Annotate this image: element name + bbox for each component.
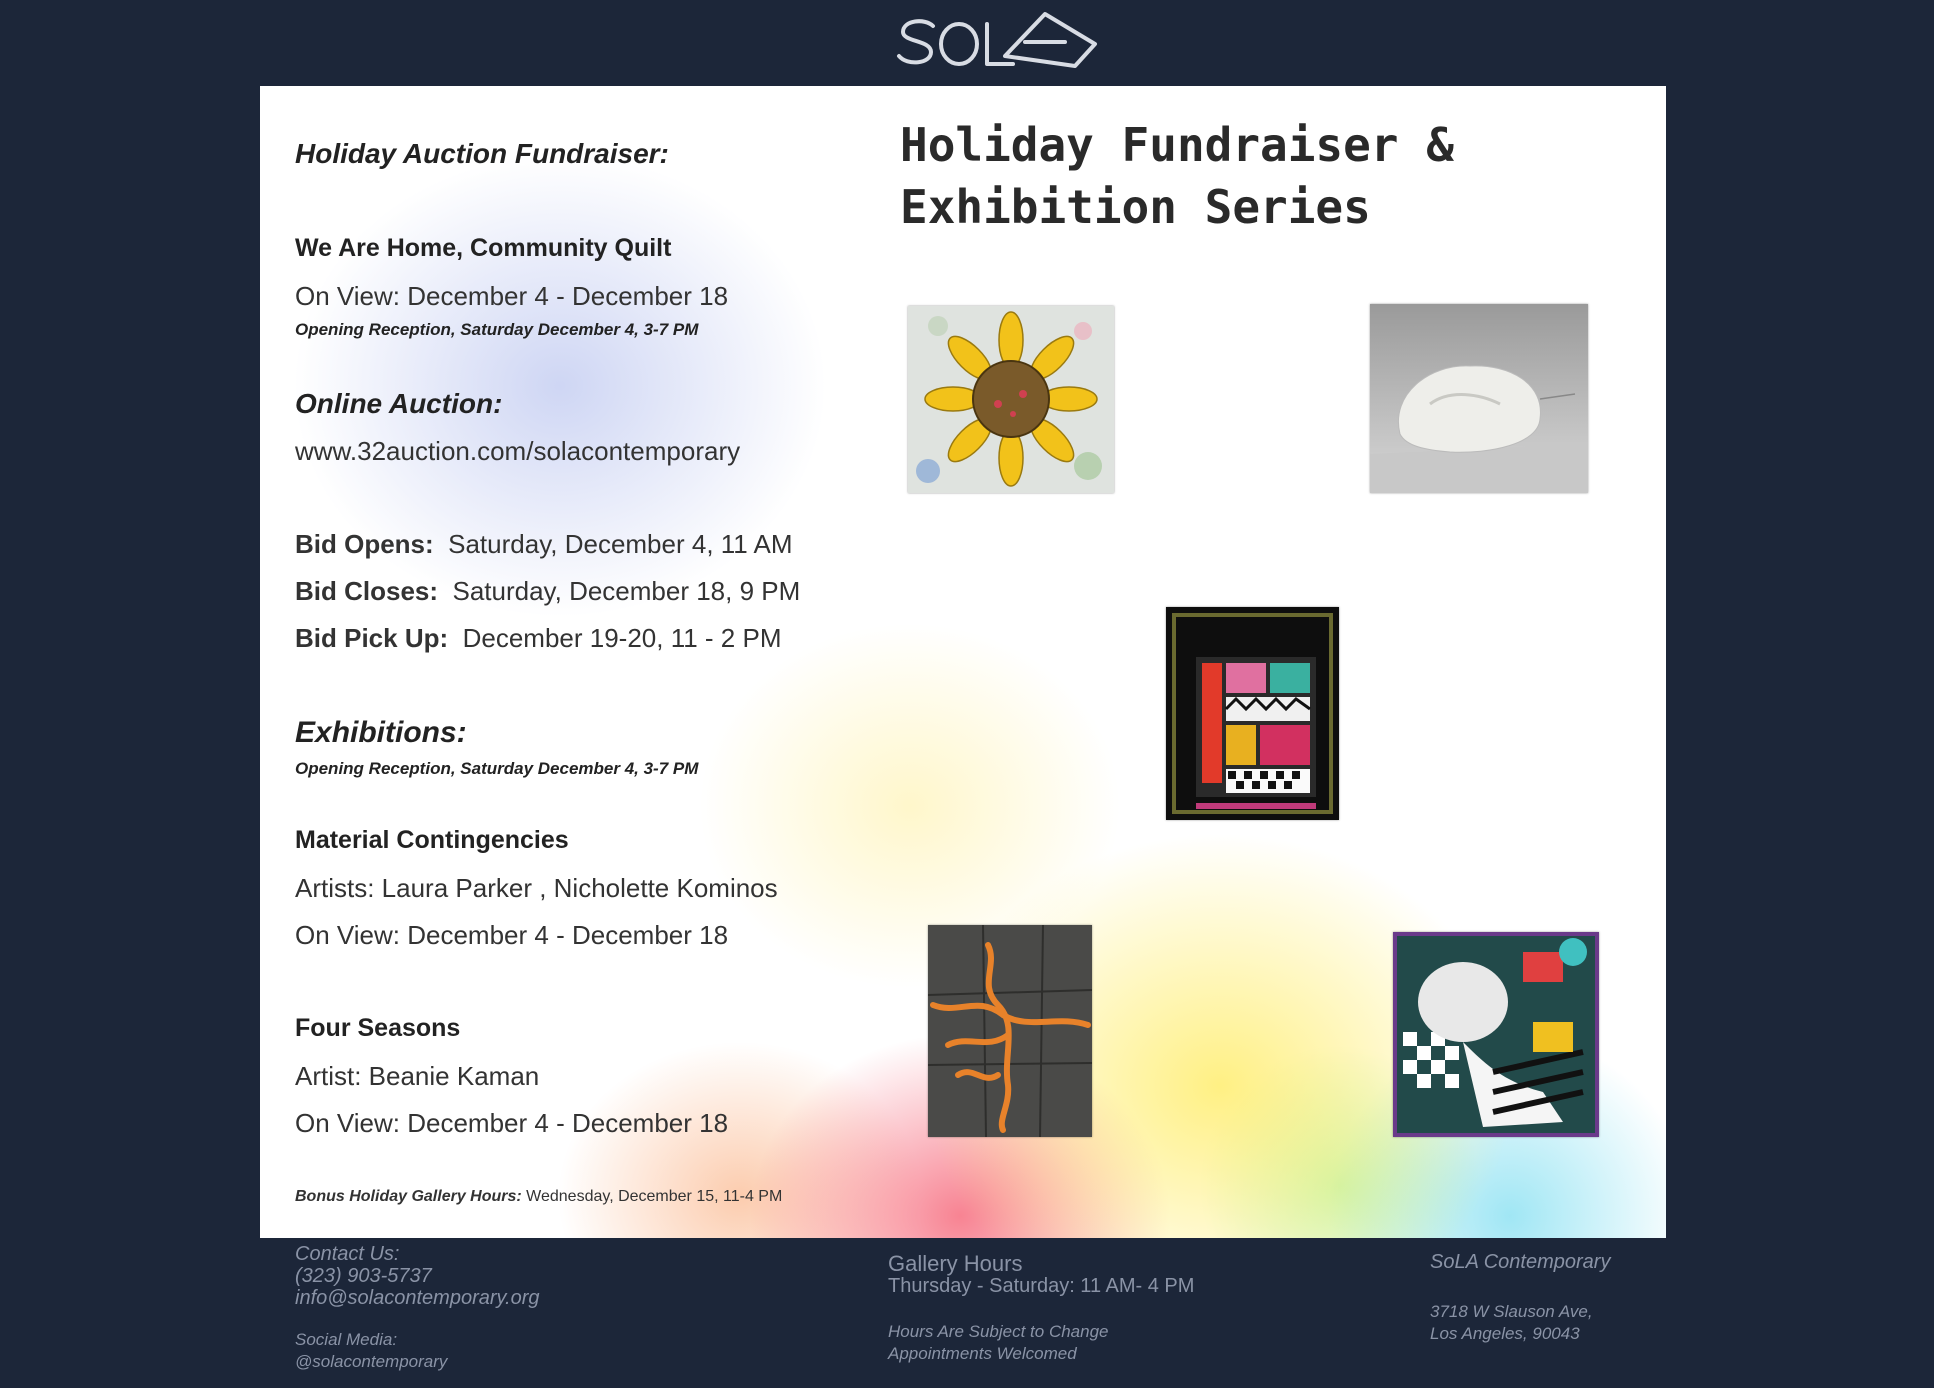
footer-contact [295,1243,540,1373]
quilt-image [1166,607,1339,820]
material-artists: Artists: Laura Parker , Nicholette Kominos [295,873,778,903]
orange-rope-image [928,925,1092,1137]
sola-logo [895,4,1105,74]
orange-rope-artwork [928,925,1092,1137]
contact-phone[interactable]: (323) 903-5737 [295,1265,432,1287]
footer-address [1430,1251,1610,1345]
white-sculpture-artwork [1370,304,1588,493]
quilt-view-dates: On View: December 4 - December 18 [295,281,729,311]
quilt-reception: Opening Reception, Saturday December 4, 3-7 PM [295,320,699,339]
bid-closes-value: Saturday, December 18, 9 PM [452,576,801,606]
sunflower-image [908,306,1114,493]
sola-logo-mark [895,4,1105,74]
page-title [900,114,1600,238]
address-line2: Los Angeles, 90043 [1430,1324,1580,1343]
page-title-line2: Exhibition Series [900,180,1371,234]
bid-pickup-value: December 19-20, 11 - 2 PM [462,623,782,653]
bonus-hours-label: Bonus Holiday Gallery Hours: [295,1188,522,1205]
address-line1: 3718 W Slauson Ave, [1430,1302,1593,1321]
flyer-card [260,86,1666,1238]
bid-opens-value: Saturday, December 4, 11 AM [448,529,793,559]
online-auction-link[interactable]: www.32auction.com/solacontemporary [295,436,741,466]
bid-pickup-label: Bid Pick Up: [295,623,449,653]
white-sculpture-image [1370,304,1588,493]
collage-image [1393,932,1599,1137]
contact-heading: Contact Us: [295,1243,400,1265]
social-heading: Social Media: [295,1330,398,1349]
collage-artwork [1393,932,1599,1137]
contact-email[interactable]: info@solacontemporary.org [295,1287,540,1309]
bonus-hours-value: Wednesday, December 15, 11-4 PM [526,1188,783,1205]
seasons-view-dates: On View: December 4 - December 18 [295,1108,729,1138]
org-name: SoLA Contemporary [1430,1251,1611,1273]
bid-pickup-row [295,623,781,654]
page-title-line1: Holiday Fundraiser & [900,118,1454,172]
seasons-artist: Artist: Beanie Kaman [295,1061,540,1091]
bid-closes-row [295,576,800,607]
bonus-hours [295,1188,782,1206]
social-handle[interactable]: @solacontemporary [295,1352,448,1371]
hours-note-change: Hours Are Subject to Change [888,1322,1109,1341]
hours-note-appointments: Appointments Welcomed [888,1344,1077,1363]
exhibitions-reception: Opening Reception, Saturday December 4, 3-7 PM [295,759,699,778]
hours-value: Thursday - Saturday: 11 AM- 4 PM [888,1275,1195,1297]
bid-opens-label: Bid Opens: [295,529,434,559]
online-auction-heading: Online Auction: [295,388,503,419]
footer-hours [888,1253,1194,1365]
bid-opens-row [295,529,793,560]
seasons-title: Four Seasons [295,1014,461,1042]
hours-heading: Gallery Hours [888,1251,1023,1276]
auction-heading: Holiday Auction Fundraiser: [295,138,669,169]
bid-closes-label: Bid Closes: [295,576,439,606]
quilt-title: We Are Home, Community Quilt [295,234,672,262]
material-view-dates: On View: December 4 - December 18 [295,920,729,950]
material-title: Material Contingencies [295,826,569,854]
quilt-artwork [1166,607,1339,820]
sunflower-artwork [908,306,1114,493]
exhibitions-heading: Exhibitions: [295,716,467,749]
